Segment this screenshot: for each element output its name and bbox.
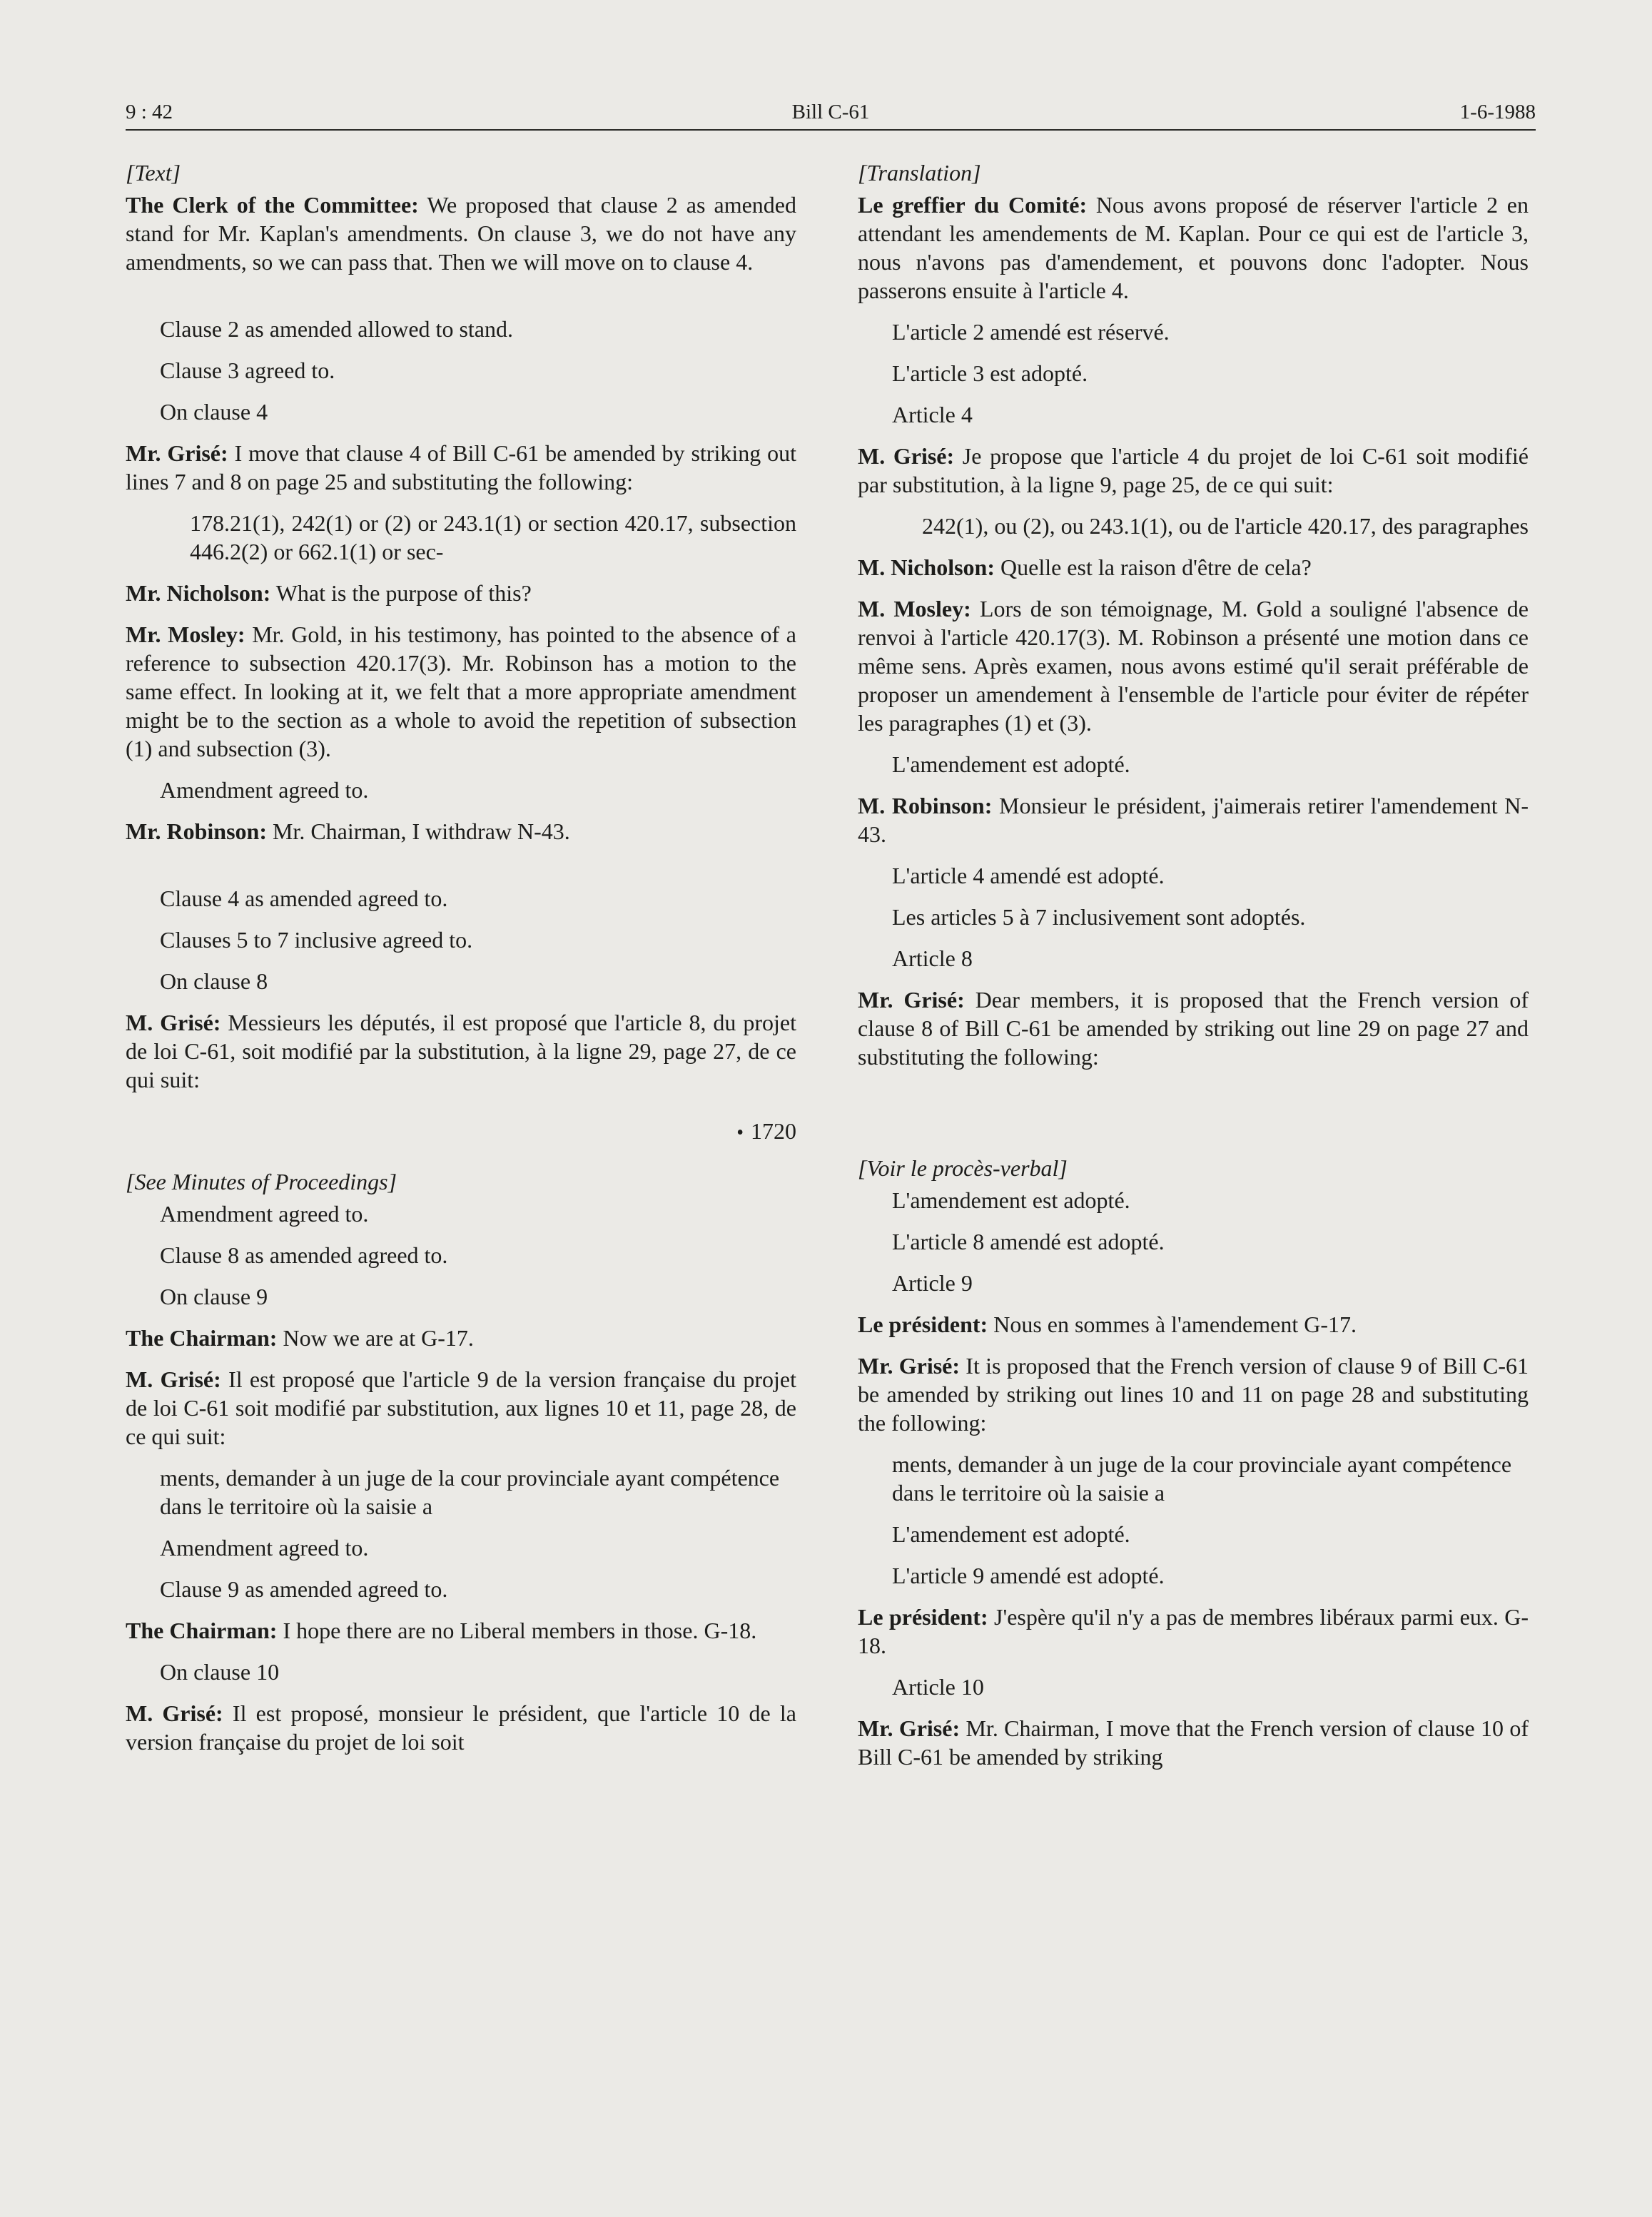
paragraph-text: It is proposed that the French version of clause 9 of Bill C-61 be amended by striking out lines 10 and 11 on page 28 and substituting the following: [858, 1353, 1529, 1436]
paragraph-text: Il est proposé que l'article 9 de la version française du projet de loi C-61 soit modifié par substitution, aux lignes 10 et 11, page 28, de ce qui suit: [126, 1366, 797, 1449]
paragraph [858, 1351, 1529, 1437]
proceeding-line: Amendment agreed to. [160, 1201, 369, 1227]
page-header [126, 96, 1536, 131]
french-column [858, 158, 1529, 1784]
section-tag: [Voir le procès-verbal] [858, 1155, 1068, 1181]
proceeding-line: Article 4 [892, 402, 973, 427]
speaker-name: M. Grisé: [858, 443, 955, 469]
paragraph-text: Messieurs les députés, il est proposé que l'article 8, du projet de loi C-61, soit modifié par la substitution, à la ligne 29, page 27, de ce qui suit: [126, 1010, 797, 1092]
paragraph-text: Je propose que l'article 4 du projet de loi C-61 soit modifié par substitution, à la ligne 9, page 25, de ce qui suit: [858, 443, 1529, 497]
paragraph [126, 579, 796, 607]
paragraph [858, 594, 1529, 737]
speaker-name: Mr. Nicholson: [126, 580, 271, 606]
page-number: 9 : 42 [126, 101, 173, 123]
paragraph [126, 817, 796, 846]
paragraph-text: Nous en sommes à l'amendement G-17. [988, 1312, 1357, 1337]
proceeding-line: Article 10 [892, 1674, 984, 1700]
paragraph [126, 1365, 796, 1451]
proceeding-line: Clause 3 agreed to. [160, 357, 335, 383]
speaker-name: Mr. Robinson: [126, 818, 267, 844]
paragraph-text: I hope there are no Liberal members in those. G-18. [277, 1618, 757, 1643]
speaker-name: M. Grisé: [126, 1700, 223, 1726]
proceeding-line: Clause 2 as amended allowed to stand. [160, 316, 513, 342]
paragraph-text: Il est proposé, monsieur le président, que l'article 10 de la version française du projet de loi soit [126, 1700, 797, 1755]
speaker-name: Le greffier du Comité: [858, 192, 1088, 218]
paragraph-text: Monsieur le président, j'aimerais retirer l'amendement N-43. [858, 793, 1529, 847]
proceeding-line: On clause 10 [160, 1659, 280, 1685]
proceeding-line: Article 9 [892, 1270, 973, 1296]
paragraph-text: Nous avons proposé de réserver l'article 2 en attendant les amendements de M. Kaplan. Pour ce qui est de l'article 3, nous n'avons pas d'amendement, et pouvons donc l'adopter. Nous passerons ensuite à l'article 4. [858, 192, 1529, 303]
proceeding-line: L'amendement est adopté. [892, 1521, 1130, 1547]
proceeding-line: L'article 8 amendé est adopté. [892, 1229, 1165, 1254]
speaker-name: Le président: [858, 1312, 988, 1337]
speaker-name: The Chairman: [126, 1618, 278, 1643]
amendment-quote: 242(1), ou (2), ou 243.1(1), ou de l'article 420.17, des paragraphes [922, 513, 1529, 539]
speaker-name: Le président: [858, 1604, 988, 1630]
english-column [126, 158, 796, 1769]
bullet-icon: • [736, 1122, 744, 1144]
proceeding-line: On clause 9 [160, 1284, 268, 1309]
proceeding-line: Amendment agreed to. [160, 1535, 369, 1561]
paragraph [858, 191, 1529, 305]
section-tag: [Text] [126, 160, 181, 186]
paragraph-text: What is the purpose of this? [270, 580, 532, 606]
paragraph [858, 1603, 1529, 1660]
running-title: Bill C-61 [791, 101, 870, 123]
proceeding-line: Clauses 5 to 7 inclusive agreed to. [160, 927, 473, 953]
proceeding-line: Article 8 [892, 945, 973, 971]
speaker-name: M. Robinson: [858, 793, 993, 818]
proceeding-line: L'amendement est adopté. [892, 751, 1130, 777]
proceeding-line: On clause 4 [160, 399, 268, 425]
paragraph [126, 620, 796, 763]
paragraph-text: We proposed that clause 2 as amended stand for Mr. Kaplan's amendments. On clause 3, we do not have any amendments, so we can pass that. Then we will move on to clause 4. [126, 192, 797, 275]
paragraph-text: Now we are at G-17. [277, 1325, 474, 1351]
paragraph [126, 191, 796, 276]
speaker-name: M. Grisé: [126, 1010, 221, 1035]
speaker-name: The Clerk of the Committee: [126, 192, 419, 218]
proceeding-line: L'article 9 amendé est adopté. [892, 1563, 1165, 1588]
time-text: 1720 [751, 1118, 796, 1144]
paragraph-text: Mr. Chairman, I move that the French version of clause 10 of Bill C-61 be amended by striking [858, 1715, 1529, 1770]
paragraph [858, 1714, 1529, 1771]
proceeding-line: L'article 4 amendé est adopté. [892, 863, 1165, 888]
paragraph [858, 553, 1529, 582]
proceeding-line: Clause 9 as amended agreed to. [160, 1576, 448, 1602]
amendment-quote: ments, demander à un juge de la cour provinciale ayant compétence dans le territoire où la saisie a [160, 1465, 780, 1519]
paragraph [126, 439, 796, 496]
proceeding-line: On clause 8 [160, 968, 268, 994]
paragraph-text: Mr. Gold, in his testimony, has pointed to the absence of a reference to subsection 420.17(3). Mr. Robinson has a motion to the same effect. In looking at it, we felt that a more appropriate amendment might be to the section as a whole to avoid the repetition of subsection (1) and subsection (3). [126, 622, 797, 761]
speaker-name: Mr. Grisé: [126, 440, 228, 466]
paragraph-text: Quelle est la raison d'être de cela? [995, 554, 1312, 580]
paragraph [858, 1310, 1529, 1339]
paragraph [126, 1616, 796, 1645]
proceeding-line: Les articles 5 à 7 inclusivement sont adoptés. [892, 904, 1306, 930]
speaker-name: Mr. Mosley: [126, 622, 245, 647]
speaker-name: M. Nicholson: [858, 554, 995, 580]
paragraph-text: I move that clause 4 of Bill C-61 be amended by striking out lines 7 and 8 on page 25 and substituting the following: [126, 440, 797, 494]
paragraph [126, 1008, 796, 1094]
proceeding-line: L'article 2 amendé est réservé. [892, 319, 1170, 345]
paragraph-text: Mr. Chairman, I withdraw N-43. [266, 818, 570, 844]
paragraph [858, 442, 1529, 499]
speaker-name: M. Mosley: [858, 596, 971, 622]
paragraph [858, 791, 1529, 848]
speaker-name: Mr. Grisé: [858, 987, 965, 1013]
speaker-name: The Chairman: [126, 1325, 278, 1351]
time-stamp [126, 1117, 796, 1147]
section-tag: [Translation] [858, 160, 981, 186]
proceeding-line: L'article 3 est adopté. [892, 360, 1088, 386]
section-tag: [See Minutes of Proceedings] [126, 1169, 397, 1194]
paragraph-text: Dear members, it is proposed that the French version of clause 8 of Bill C-61 be amended by striking out line 29 on page 27 and substituting the following: [858, 987, 1529, 1070]
paragraph [858, 985, 1529, 1071]
amendment-quote: 178.21(1), 242(1) or (2) or 243.1(1) or section 420.17, subsection 446.2(2) or 662.1(1) or sec- [190, 510, 796, 564]
header-date: 1-6-1988 [1459, 101, 1536, 123]
speaker-name: M. Grisé: [126, 1366, 221, 1392]
paragraph-text: J'espère qu'il n'y a pas de membres libéraux parmi eux. G-18. [858, 1604, 1529, 1658]
paragraph-text: Lors de son témoignage, M. Gold a souligné l'absence de renvoi à l'article 420.17(3). M. Robinson a présenté une motion dans ce même sens. Après examen, nous avons estimé qu'il serait préférable de proposer un amendement à l'ensemble de l'article pour éviter de répéter les paragraphes (1) et (3). [858, 596, 1529, 736]
proceeding-line: Amendment agreed to. [160, 777, 369, 803]
speaker-name: Mr. Grisé: [858, 1715, 961, 1741]
proceeding-line: Clause 8 as amended agreed to. [160, 1242, 448, 1268]
paragraph [126, 1324, 796, 1352]
speaker-name: Mr. Grisé: [858, 1353, 961, 1379]
proceeding-line: Clause 4 as amended agreed to. [160, 886, 448, 911]
amendment-quote: ments, demander à un juge de la cour provinciale ayant compétence dans le territoire où la saisie a [892, 1451, 1512, 1506]
proceeding-line: L'amendement est adopté. [892, 1187, 1130, 1213]
paragraph [126, 1699, 796, 1756]
